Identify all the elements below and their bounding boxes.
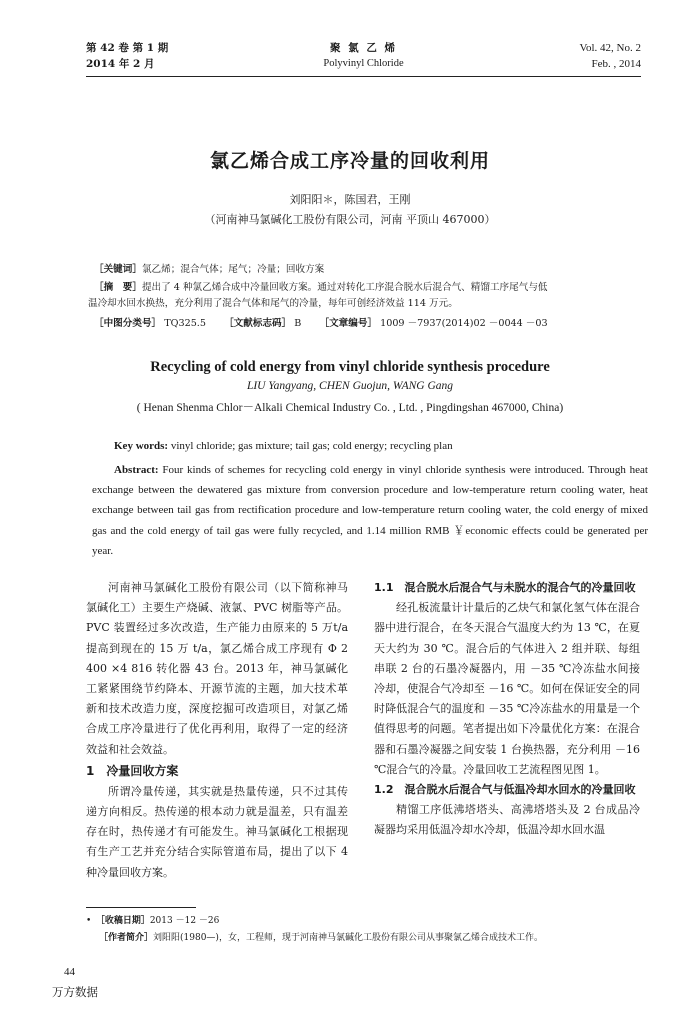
section-1-paragraph: 所谓冷量传递，其实就是热量传递，只不过其传递方向相反。热传递的根本动力就是温差，只有温差存在时，热传递才有可能发生。神马氯碱化工根据现有生产工艺并充分结合实际管道布局，提出了以下 4 种冷量回收方案。 <box>86 784 348 879</box>
intro-paragraph: 河南神马氯碱化工股份有限公司（以下简称神马氯碱化工）主要生产烧碱、液氯、PVC 树脂等产品。PVC 装置经过多次改造，生产能力由原来的 5 万t/a 提高到现在的 15 万 t/a，氯乙烯合成工序现有 Φ 2 400 ×4 816 转化器 43 台。2013 年，神马氯碱化工紧紧围绕节约降本、开源节流的主题，加大技术革新和技术改造力度，深度挖掘可改造项目，对氯乙烯合成工序冷量进行了优化再利用，取得了一定的经济效益和社会效益。 <box>86 581 348 756</box>
abstract-cn-line2: 温冷却水回水换热，充分利用了混合气体和尾气的冷量，每年可创经济效益 114 万元。 <box>88 298 458 309</box>
author-bio-label: ［作者简介］ <box>99 933 154 943</box>
abstract-cn-label: ［摘 要］ <box>94 282 142 293</box>
affiliation-en: ( Henan Shenma Chlor－Alkali Chemical Industry Co. , Ltd. , Pingdingshan 467000, China) <box>136 402 564 414</box>
keywords-cn-text: 氯乙烯；混合气体；尾气；冷量；回收方案 <box>141 264 325 275</box>
section-1-2-paragraph: 精馏工序低沸塔塔头、高沸塔塔头及 2 台成品冷凝器均采用低温冷却水冷却，低温冷却水回水温 <box>374 803 640 837</box>
bullet-icon: • <box>86 916 101 926</box>
abstract-en <box>92 460 648 561</box>
doc-code-value: B <box>294 318 302 329</box>
page-title-cn: 氯乙烯合成工序冷量的回收利用 <box>209 150 490 172</box>
issue-cn: 第 42 卷 第 1 期 <box>86 42 169 54</box>
doc-code-label: ［文献标志码］ <box>224 318 292 329</box>
footnote-divider <box>86 907 196 908</box>
abstract-cn <box>88 280 646 312</box>
abstract-en-label: Abstract: <box>114 464 159 476</box>
received-date: 2013 －12 －26 <box>149 916 220 926</box>
affiliation-cn: （河南神马氯碱化工股份有限公司，河南 平顶山 467000） <box>204 213 496 226</box>
footnote-received <box>86 914 646 928</box>
journal-en: Polyvinyl Chloride <box>323 58 404 69</box>
keywords-cn-label: ［关键词］ <box>94 264 142 275</box>
keywords-en-text: vinyl chloride; gas mixture; tail gas; cold energy; recycling plan <box>168 440 453 452</box>
abstract-cn-line1: 提出了 4 种氯乙烯合成中冷量回收方案。通过对转化工序混合脱水后混合气、精馏工序尾气与低 <box>141 282 548 293</box>
page-number: 44 <box>64 966 75 978</box>
keywords-cn <box>94 262 646 278</box>
clc-label: ［中图分类号］ <box>94 318 162 329</box>
left-column <box>86 578 348 883</box>
article-id-value: 1009 －7937(2014)02 －0044 －03 <box>380 318 548 329</box>
section-1-heading: 1 冷量回收方案 <box>86 763 179 778</box>
clc-value: TQ325.5 <box>164 318 206 329</box>
abstract-en-text: Four kinds of schemes for recycling cold energy in vinyl chloride synthesis were introduced. Through heat exchange between the dewatered gas mixture from conversion procedure and low-temperature return cooling water, heat exchange between tail gas from rectification procedure and low-temperature return cooling water, the cold energy of mixed gas and the cold energy of tail gas were fully recycled, and 1.14 million RMB ￥economic effects could be generated per year. <box>92 464 648 557</box>
section-1-1-paragraph: 经孔板流量计计量后的乙炔气和氯化氢气体在混合器中进行混合，在冬天混合气温度大约为 13 ℃，在夏天大约为 30 ℃。混合后的气体进入 2 组并联、每组串联 2 台的石墨冷凝器内，用 －35 ℃冷冻盐水间接冷却，使混合气冷却至 －16 ℃。如何在保证安全的同时降低混合气的温度和 －35 ℃冷冻盐水的用量是一个值得思考的问题。笔者提出如下冷量优化方案：在混合器和石墨冷凝器之间安装 1 台换热器，充分利用 －16 ℃混合气的冷量。冷量回收工艺流程图见图 1。 <box>374 601 640 776</box>
date-en: Feb. , 2014 <box>591 58 641 70</box>
footnote-author <box>86 931 646 945</box>
vol-en: Vol. 42, No. 2 <box>579 42 641 54</box>
page-title-en: Recycling of cold energy from vinyl chloride synthesis procedure <box>150 359 550 375</box>
received-label: ［收稿日期］ <box>100 916 150 926</box>
keywords-en <box>114 440 648 452</box>
journal-cn: 聚 氯 乙 烯 <box>330 42 397 54</box>
right-column <box>374 578 640 841</box>
authors-cn: 刘阳阳＊，陈国君，王刚 <box>289 193 411 206</box>
watermark: 万方数据 <box>52 985 98 999</box>
section-1-1-heading: 1.1 混合脱水后混合气与未脱水的混合气的冷量回收 <box>374 581 636 594</box>
author-bio: 刘阳阳(1980—)，女，工程师，现于河南神马氯碱化工股份有限公司从事聚氯乙烯合成技术工作。 <box>153 933 543 943</box>
section-1-2-heading: 1.2 混合脱水后混合气与低温冷却水回水的冷量回收 <box>374 783 636 797</box>
header-center <box>86 40 641 72</box>
keywords-en-label: Key words: <box>114 440 169 452</box>
classification <box>94 316 646 332</box>
article-id-label: ［文章编号］ <box>319 318 378 329</box>
date-cn: 2014 年 2 月 <box>86 58 155 70</box>
running-header <box>86 40 641 77</box>
authors-en: LIU Yangyang, CHEN Guojun, WANG Gang <box>246 380 454 392</box>
header-right <box>579 40 641 72</box>
